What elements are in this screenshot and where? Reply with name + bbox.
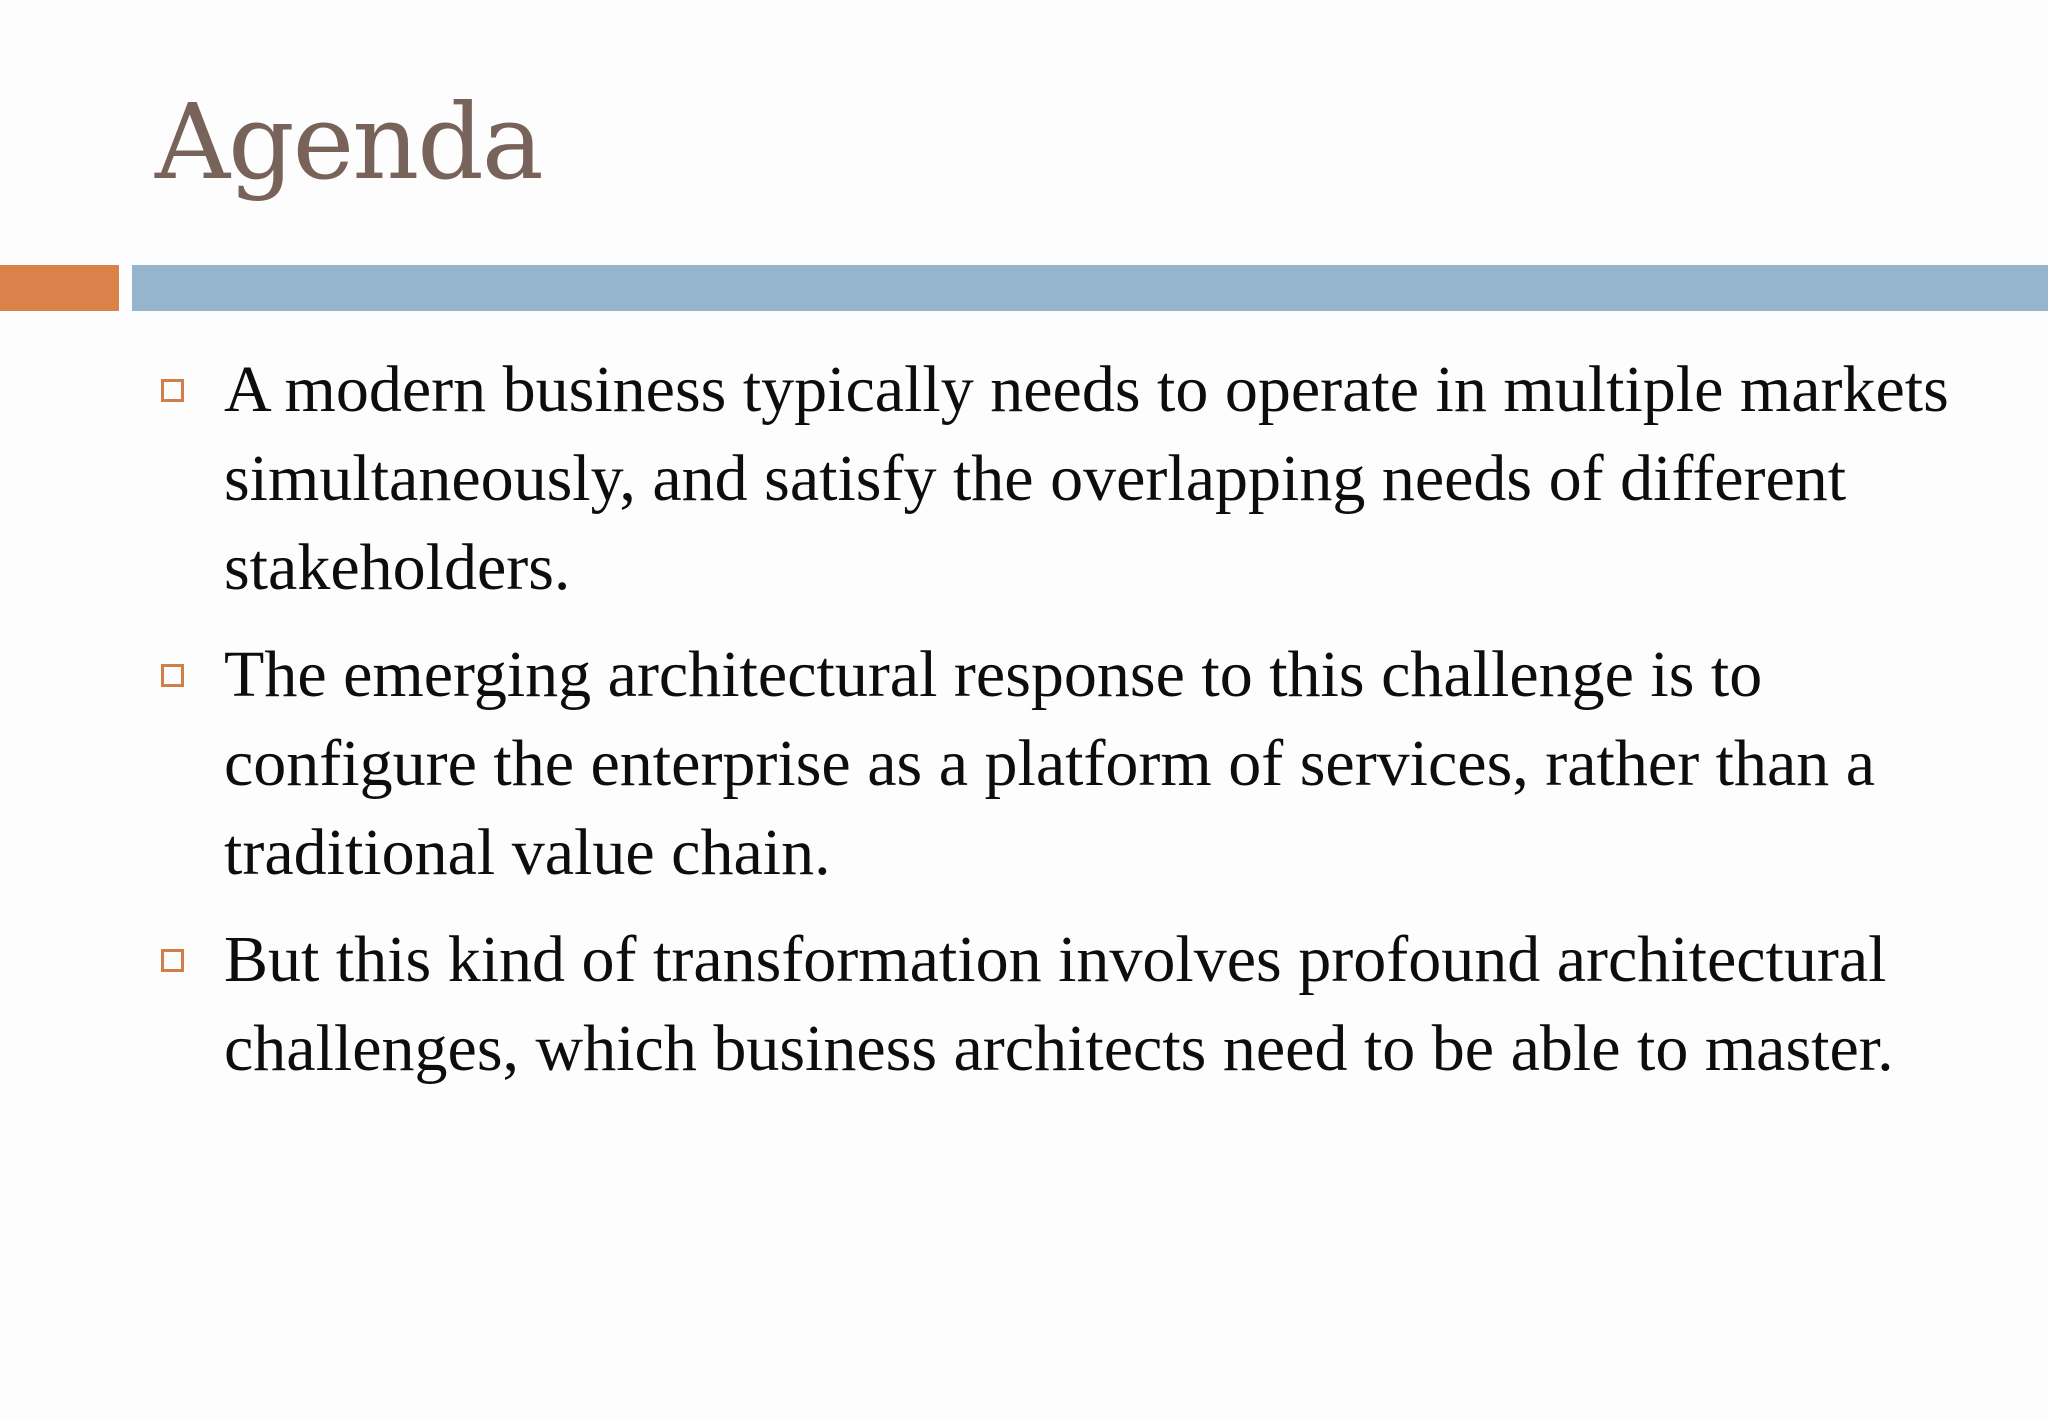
hollow-square-bullet-icon (161, 664, 184, 687)
bullet-text: The emerging architectural response to this challenge is to configure the enterprise as a platform of services, rather than a traditional value chain. (224, 638, 1876, 889)
bullet-item (155, 915, 1955, 1093)
bullet-text: A modern business typically needs to operate in multiple markets simultaneously, and satisfy the overlapping needs of different stakeholders. (224, 353, 1949, 604)
slide-title: Agenda (155, 81, 542, 203)
title-accent-bar (0, 265, 119, 311)
bullet-item (155, 345, 1955, 612)
bullet-item (155, 630, 1955, 897)
title-rule-bar (132, 265, 2048, 311)
bullet-text: But this kind of transformation involves profound architectural challenges, which business architects need to be able to master. (224, 923, 1894, 1085)
hollow-square-bullet-icon (161, 949, 184, 972)
hollow-square-bullet-icon (161, 379, 184, 402)
bullet-list (155, 345, 1955, 1111)
